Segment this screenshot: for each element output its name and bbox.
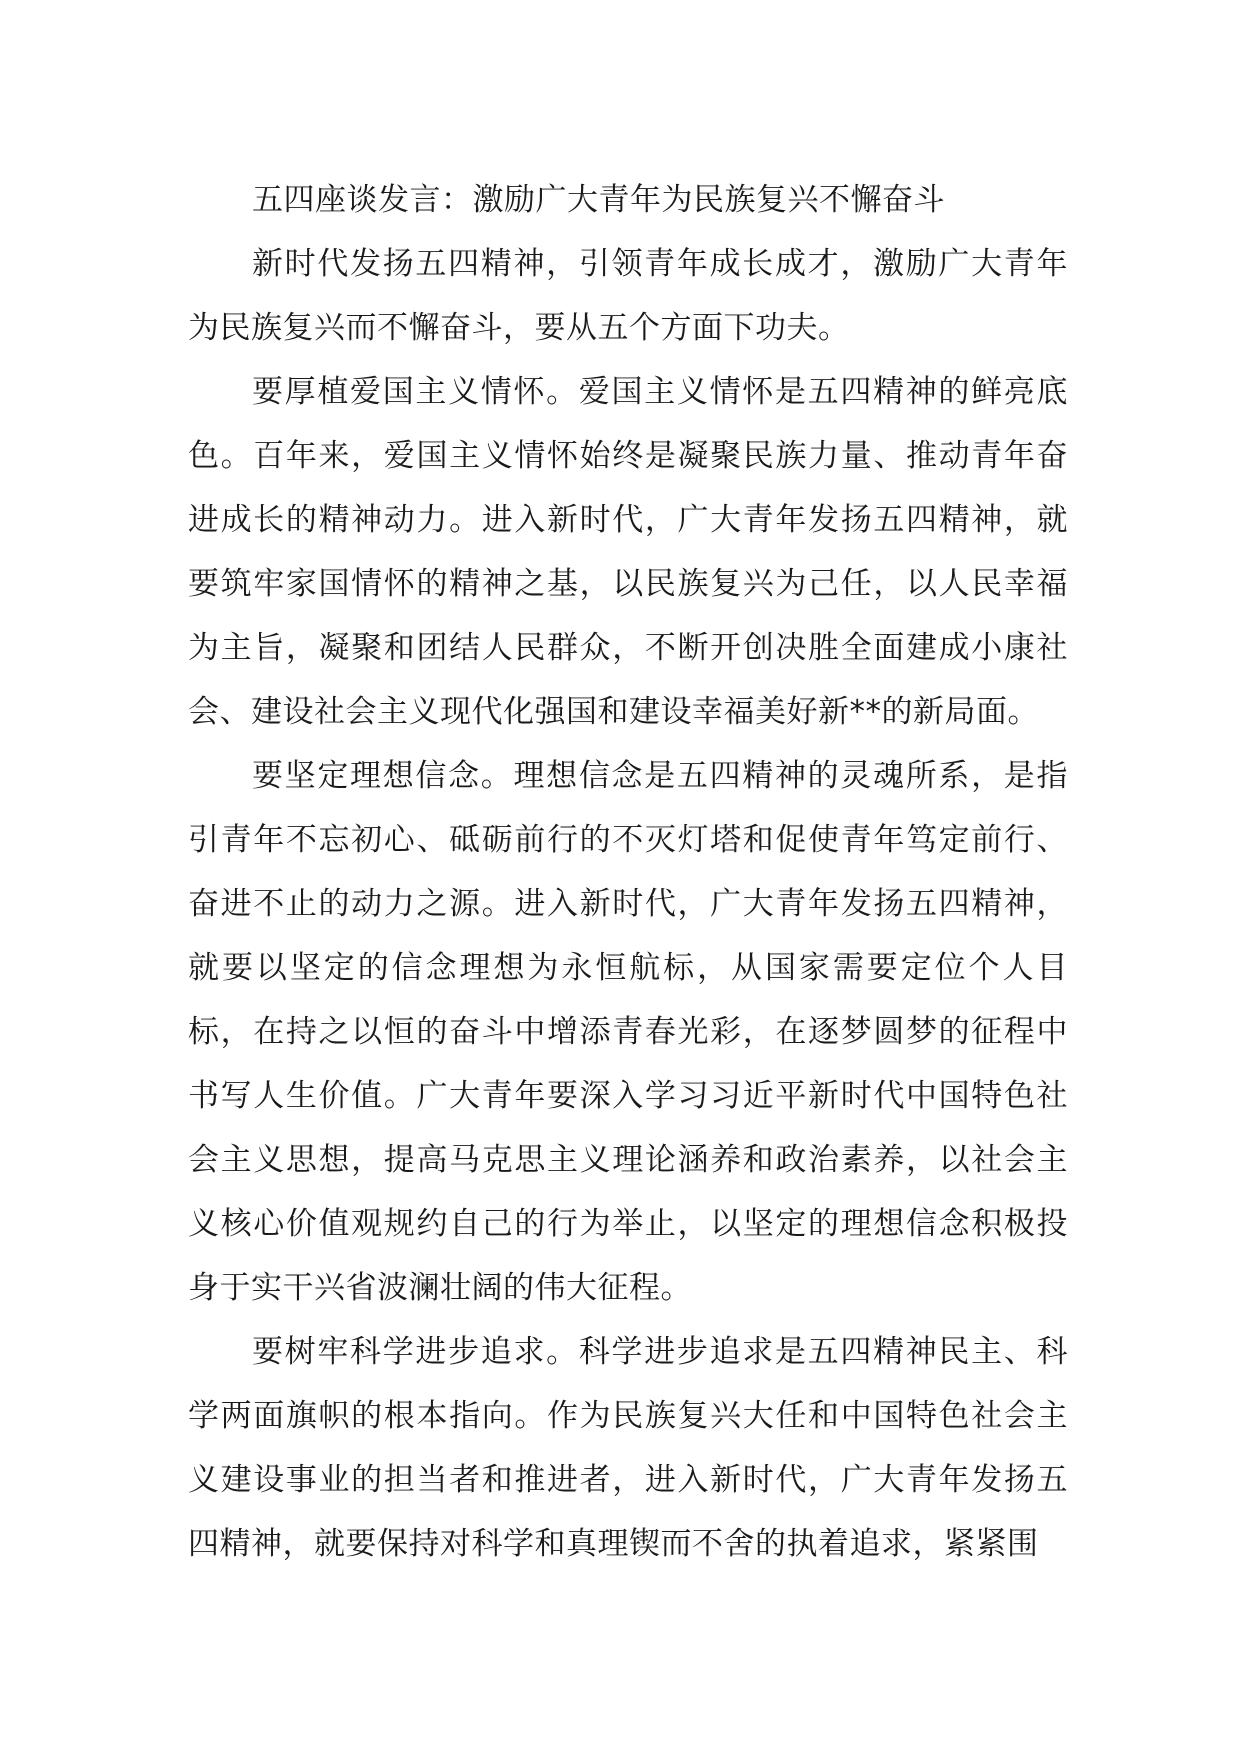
document-title: 五四座谈发言：激励广大青年为民族复兴不懈奋斗 <box>252 182 945 218</box>
paragraph-science: 要树牢科学进步追求。科学进步追求是五四精神民主、科学两面旗帜的根本指向。作为民族复兴大任和中国特色社会主义建设事业的担当者和推进者，进入新时代，广大青年发扬五四精神，就要保持对科学和真理锲而不舍的执着追求，紧紧围 <box>188 1334 1068 1562</box>
paragraph-intro: 新时代发扬五四精神，引领青年成长成才，激励广大青年为民族复兴而不懈奋斗，要从五个方面下功夫。 <box>188 246 1068 346</box>
paragraph-ideals: 要坚定理想信念。理想信念是五四精神的灵魂所系，是指引青年不忘初心、砥砺前行的不灭灯塔和促使青年笃定前行、奋进不止的动力之源。进入新时代，广大青年发扬五四精神，就要以坚定的信念理想为永恒航标，从国家需要定位个人目标，在持之以恒的奋斗中增添青春光彩，在逐梦圆梦的征程中书写人生价值。广大青年要深入学习习近平新时代中国特色社会主义思想，提高马克思主义理论涵养和政治素养，以社会主义核心价值观规约自己的行为举止，以坚定的理想信念积极投身于实干兴省波澜壮阔的伟大征程。 <box>188 758 1068 1306</box>
document-body <box>188 168 1068 1576</box>
paragraph-patriotism: 要厚植爱国主义情怀。爱国主义情怀是五四精神的鲜亮底色。百年来，爱国主义情怀始终是凝聚民族力量、推动青年奋进成长的精神动力。进入新时代，广大青年发扬五四精神，就要筑牢家国情怀的精神之基，以民族复兴为己任，以人民幸福为主旨，凝聚和团结人民群众，不断开创决胜全面建成小康社会、建设社会主义现代化强国和建设幸福美好新**的新局面。 <box>188 374 1068 730</box>
